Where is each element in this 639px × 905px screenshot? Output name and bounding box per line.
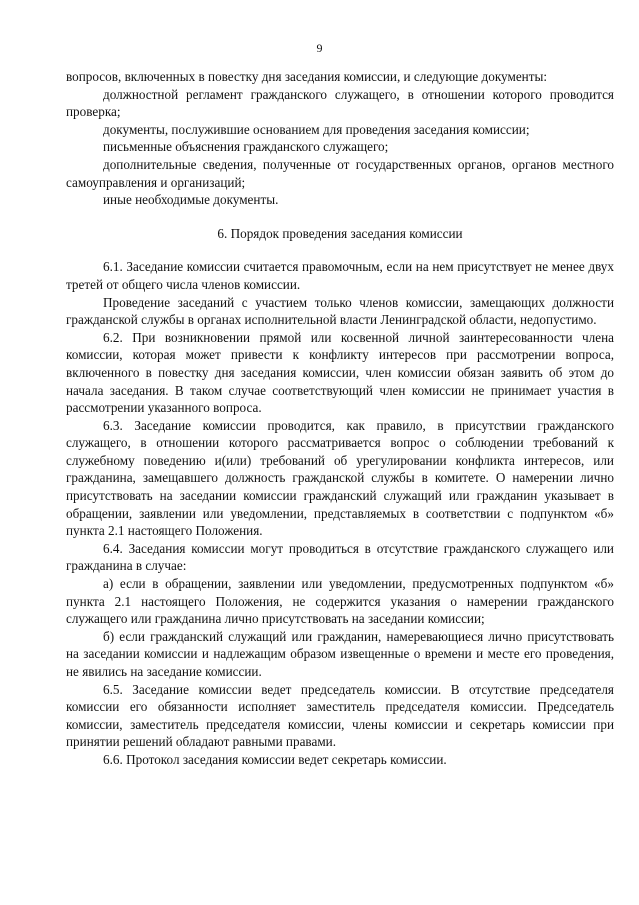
paragraph: 6.6. Протокол заседания комиссии ведет секретарь комиссии. — [103, 751, 447, 767]
section-heading: 6. Порядок проведения заседания комиссии — [217, 225, 463, 241]
paragraph: 6.4. Заседания комиссии могут проводиться в отсутствие гражданского служащего или гражданина в случае: — [66, 540, 614, 574]
paragraph: вопросов, включенных в повестку дня заседания комиссии, и следующие документы: — [66, 69, 548, 84]
page-number: 9 — [316, 41, 323, 55]
paragraph: документы, послужившие основанием для проведения заседания комиссии; — [103, 121, 530, 137]
paragraph: дополнительные сведения, полученные от государственных органов, органов местного самоуправления и организаций; — [66, 156, 614, 190]
paragraph-group-before — [66, 68, 614, 209]
paragraph: б) если гражданский служащий или гражданин, намеревающиеся лично присутствовать на заседании комиссии и надлежащим образом извещенные о времени и месте его проведения, не явились на заседание комиссии. — [66, 628, 614, 679]
paragraph: 6.2. При возникновении прямой или косвенной личной заинтересованности члена комиссии, которая может привести к конфликту интересов при рассмотрении вопроса, включенного в повестку дня заседания комиссии, член комиссии обязан заявить об этом до начала заседания. В таком случае соответствующий член комиссии не принимает участия в рассмотрении указанного вопроса. — [66, 329, 614, 416]
paragraph: иные необходимые документы. — [103, 192, 279, 208]
paragraph: 6.3. Заседание комиссии проводится, как правило, в присутствии гражданского служащего, в отношении которого рассматривается вопрос о соблюдении требований к служебному поведению и(или) требований об урегулировании конфликта интересов, или гражданина, замещавшего должность гражданской службы в комитете. О намерении лично присутствовать на заседании комиссии гражданский служащий или гражданин указывает в обращении, заявлении или уведомлении, представляемых в соответствии с подпунктом «б» пункта 2.1 настоящего Положения. — [66, 417, 614, 539]
paragraph: 6.1. Заседание комиссии считается правомочным, если на нем присутствует не менее двух третей от общего числа членов комиссии. — [66, 259, 614, 292]
paragraph: 6.5. Заседание комиссии ведет председатель комиссии. В отсутствие председателя комиссии его обязанности исполняет заместитель председателя комиссии. Председатель комиссии, заместитель председателя комиссии, члены комиссии и секретарь комиссии при принятии решений обладают равными правами. — [66, 681, 614, 750]
paragraph: письменные объяснения гражданского служащего; — [103, 139, 389, 155]
paragraph: должностной регламент гражданского служащего, в отношении которого проводится проверка; — [66, 86, 614, 120]
paragraph: а) если в обращении, заявлении или уведомлении, предусмотренных подпунктом «б» пункта 2.1 настоящего Положения, не содержится указания о намерении гражданского служащего или гражданина лично присутствовать на заседании комиссии; — [66, 576, 614, 627]
paragraph-group-after — [66, 258, 614, 768]
document-body — [66, 68, 614, 769]
paragraph: Проведение заседаний с участием только членов комиссии, замещающих должности гражданской службы в органах исполнительной власти Ленинградской области, недопустимо. — [66, 294, 614, 328]
